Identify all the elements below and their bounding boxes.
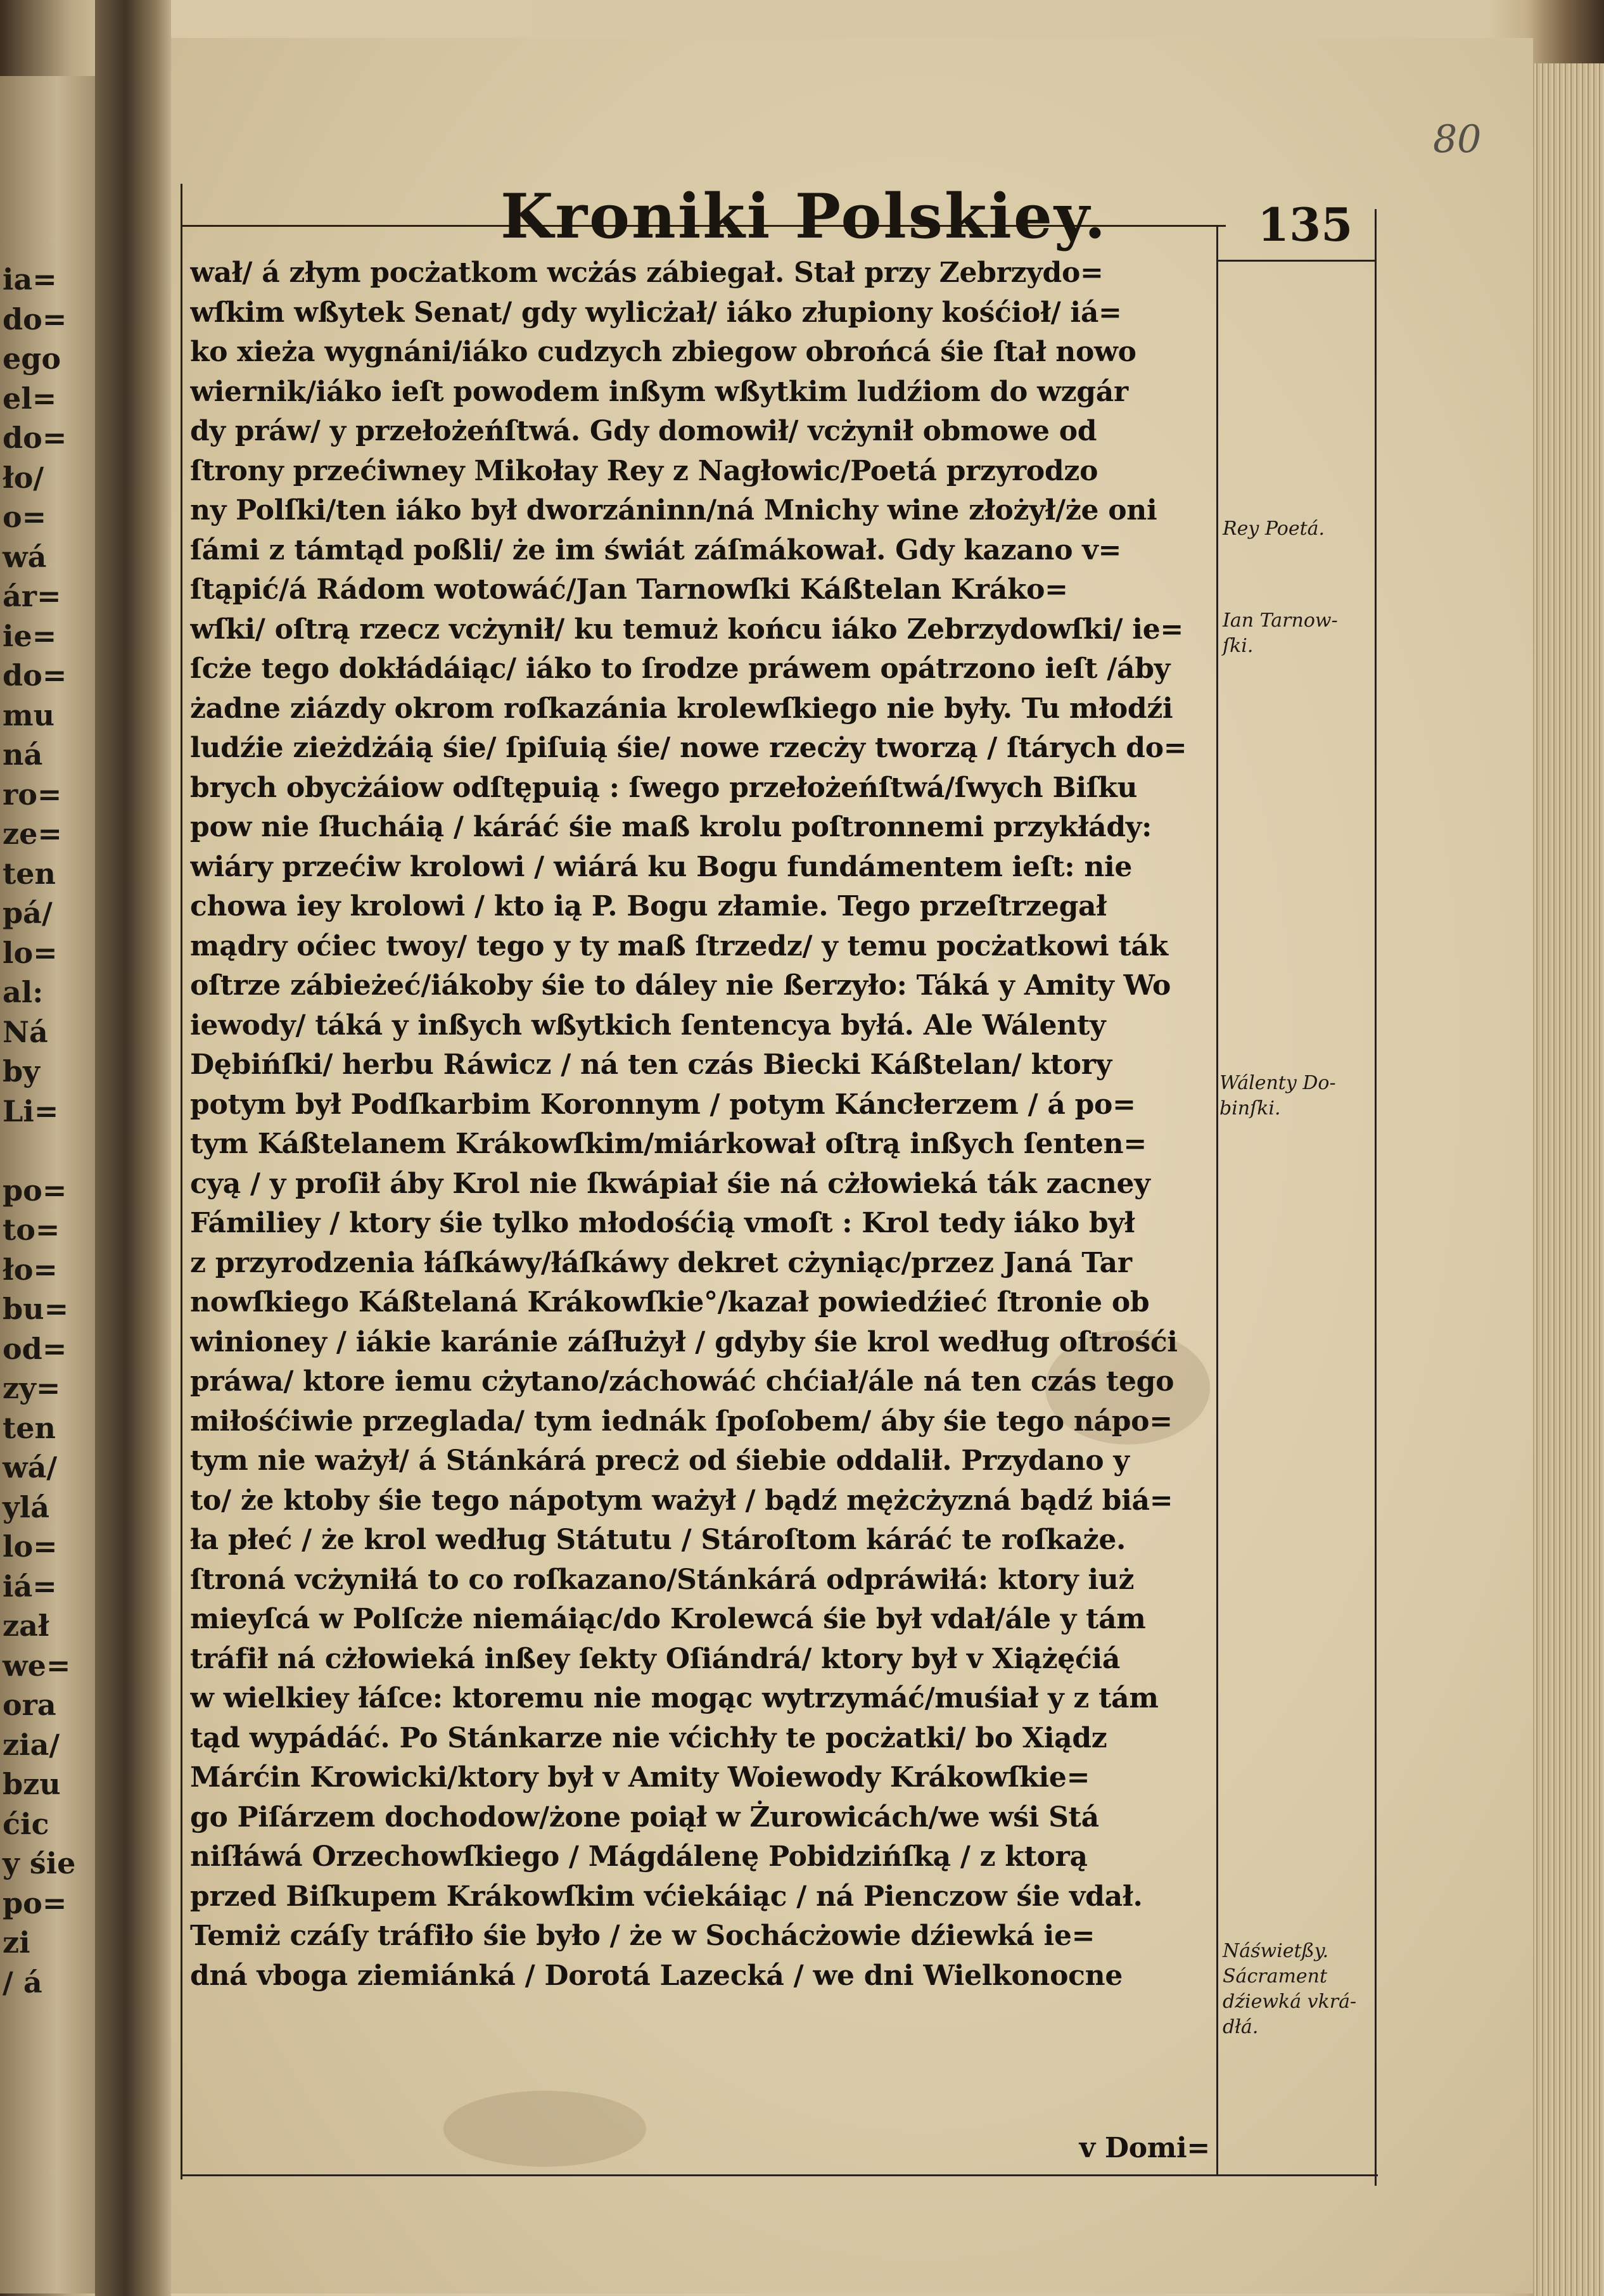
text-line: ſtroná vcżyniłá to co roſkazano/Stánkárá odpráwiłá: ktory iuż [190,1563,1135,1596]
paper-stain [443,2091,646,2167]
text-line: iewody/ táká y inßych wßytkich ſentencya byłá. Ale Wálenty [190,1009,1106,1042]
text-line: niſłáwá Orzechowſkiego / Mágdálenę Pobidzińſką / z ktorą [190,1840,1088,1873]
text-line: ła płeć / że krol według Státutu / Stároſtom káráć te roſkaże. [190,1524,1126,1556]
text-line: brych obycżáiow odſtępuią : ſwego przełożeńſtwá/ſwych Biſku [190,771,1138,804]
text-line: ſámi z támtąd poßli/ że im świát záſmákował. Gdy kazano v= [190,533,1122,566]
text-line: potym był Podſkarbim Koronnym / potym Káncłerzem / á po= [190,1088,1136,1121]
text-line: práwa/ ktore iemu cżytano/záchowáć chćiał/ále ná ten czás tego [190,1365,1174,1398]
book-gutter [95,0,171,2296]
text-line: ſtrony przećiwney Mikołay Rey z Nagłowic/Poetá przyrodzo [190,454,1098,487]
text-line: w wielkiey łáſce: ktoremu nie mogąc wytrzymáć/muśiał y z tám [190,1682,1159,1714]
running-header: Kroniki Polskiey. [500,181,1108,252]
text-line: z przyrodzenia łáſkáwy/łáſkáwy dekret cżyniąc/przez Janá Tar [190,1246,1132,1279]
body-text [190,253,1213,1996]
text-line: wſki/ oſtrą rzecz vcżynił/ ku temuż końcu iáko Zebrzydowſki/ ie= [190,613,1183,646]
margin-note-rey: Rey Poetá. [1223,518,1325,540]
text-line: tym nie ważył/ á Stánkárá precż od śiebie oddalił. Przydano y [190,1445,1130,1477]
text-line: chowa iey krolowi / kto ią P. Bogu złamie. Tego przeſtrzegał [190,890,1107,922]
text-line: nowſkiego Káßtelaná Krákowſkie°/kazał powiedźieć ſtronie ob [190,1286,1150,1318]
text-line: tráfił ná cżłowieká inßey ſekty Oſiándrá/ ktory był v Xiążęćiá [190,1642,1121,1675]
text-line: ko xieża wygnáni/iáko cudzych zbiegow obrońcá śie ſtał nowo [190,336,1136,368]
text-line: miłośćiwie przeglada/ tym iednák ſpoſobem/ áby śie tego nápo= [190,1405,1173,1438]
text-line: wiernik/iáko ieſt powodem inßym wßytkim ludźiom do wzgár [190,375,1128,408]
catchword: v Domi= [1079,2132,1210,2164]
text-line: mądry oćiec twoy/ tego y ty maß ſtrzedz/ y temu pocżatkowi ták [190,929,1168,962]
text-line: go Piſárzem dochodow/żone poiął w Żurowicách/we wśi Stá [190,1801,1099,1834]
text-line: dná vboga ziemiánká / Dorotá Lazecká / we dni Wielkonocne [190,1959,1123,1992]
text-line: ny Polſki/ten iáko był dworzáninn/ná Mnichy wine złożył/że oni [190,494,1157,526]
page-number: 135 [1257,198,1353,252]
text-line: winioney / iákie karánie záſłużył / gdyby śie krol według oſtrośći [190,1325,1178,1358]
frame-rule-bottom [181,2174,1378,2176]
text-line: przed Biſkupem Krákowſkim vćiekáiąc / ná Pienczow śie vdał. [190,1880,1143,1913]
folio-pencil-note: 80 [1433,117,1482,162]
margin-note-debinski: Wálenty Do- binſki. [1219,1072,1336,1119]
text-line: dy práw/ y przełożeńſtwá. Gdy domowił/ vcżynił obmowe od [190,415,1097,447]
text-line: wał/ á złym pocżatkom wcżás zábiegał. Stał przy Zebrzydo= [190,257,1104,289]
text-line: ludźie zieżdżáią śie/ ſpiſuią śie/ nowe rzecży tworzą / ſtárych do= [190,732,1187,764]
text-line: ſcże tego dokłádáiąc/ iáko to ſrodze práwem opátrzono ieſt /áby [190,653,1170,685]
frame-rule-left [181,184,182,2179]
text-line: tym Káßtelanem Krákowſkim/miárkował oſtrą inßych ſenten= [190,1128,1147,1160]
text-line: Márćin Krowicki/ktory był v Amity Woiewody Krákowſkie= [190,1761,1090,1794]
text-line: wſkim wßytek Senat/ gdy wylicżał/ iáko złupiony kośćioł/ iá= [190,296,1122,329]
margin-note-tarnowski: Ian Tarnow- ſki. [1223,609,1338,657]
text-line: żadne ziázdy okrom roſkazánia krolewſkiego nie były. Tu młodźi [190,692,1173,725]
text-line: tąd wypádáć. Po Stánkarze nie vćichły te pocżatki/ bo Xiądz [190,1721,1107,1754]
text-line: wiáry przećiw krolowi / wiárá ku Bogu fundámentem ieſt: nie [190,850,1133,883]
text-line: Fámiliey / ktory śie tylko młodośćią vmoſt : Krol tedy iáko był [190,1207,1135,1239]
frame-rule-margin-top [1216,260,1375,262]
text-line: oſtrze zábieżeć/iákoby śie to dáley nie ßerzyło: Táká y Amity Wo [190,969,1171,1002]
text-line: mieyſcá w Polſcże niemáiąc/do Krolewcá śie był vdał/ále y tám [190,1603,1146,1635]
text-line: Temiż czáſy tráfiło śie było / że w Sochácżowie dźiewká ie= [190,1920,1095,1952]
text-line: ſtąpić/á Rádom wotowáć/Jan Tarnowſki Káßtelan Kráko= [190,573,1068,606]
text-line: Dębińſki/ herbu Ráwicz / ná ten czás Biecki Káßtelan/ ktory [190,1049,1112,1081]
frame-rule-right [1375,209,1377,2186]
frame-rule-middle [1216,225,1218,2176]
left-page-fragments: ia= do= ego el= do= ło/ o= wá ár= ie= do= mu ná ro= ze= ten pá/ lo= al: Ná by Li= po= to= ło= bu= od= zy= ten wá/ ylá lo= iá= zał we= ora zia/ bzu ćic y śie po= zi / á [3,262,76,1999]
text-line: pow nie ſłucháią / káráć śie maß krolu poſtronnemi przykłády: [190,811,1152,843]
left-page-edge [0,76,95,2293]
text-line: cyą / y proſił áby Krol nie ſkwápiał śie ná cżłowieká ták zacney [190,1167,1150,1200]
text-line: to/ że ktoby śie tego nápotym ważył / bądź mężcżyzná bądź biá= [190,1484,1173,1517]
page-edges [1534,63,1604,2296]
margin-note-sacrament: Náświetßy. Sácrament dźiewká vkrá- dłá. [1223,1940,1357,2038]
